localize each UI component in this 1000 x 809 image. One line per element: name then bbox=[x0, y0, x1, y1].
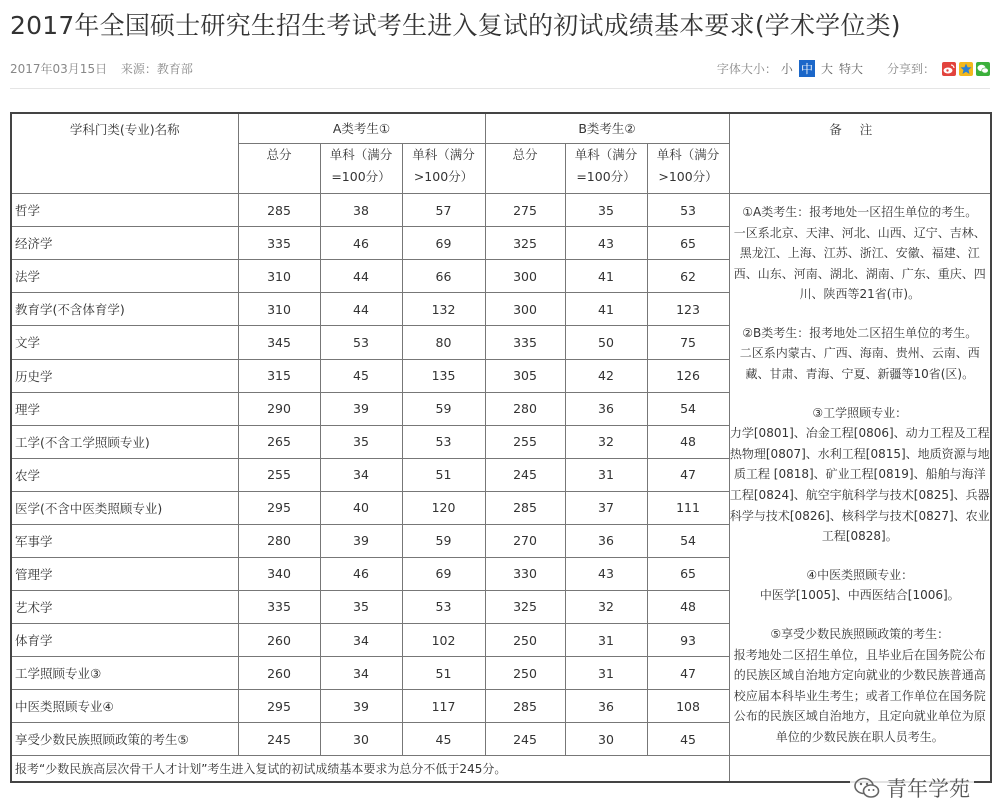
subject-name-cell: 理学 bbox=[11, 392, 238, 425]
subject-name-cell: 工学照顾专业③ bbox=[11, 657, 238, 690]
a-single100-cell: 45 bbox=[320, 359, 402, 392]
b-total-cell: 285 bbox=[485, 491, 565, 524]
note-heading: ④中医类照顾专业： bbox=[806, 567, 914, 582]
a-total-cell: 345 bbox=[238, 326, 320, 359]
subject-name-cell: 经济学 bbox=[11, 227, 238, 260]
subject-name-cell: 法学 bbox=[11, 260, 238, 293]
article-source: 来源：教育部 bbox=[120, 62, 193, 76]
a-single-gt100-cell: 135 bbox=[402, 359, 485, 392]
a-single-gt100-cell: 51 bbox=[402, 458, 485, 491]
font-size-xlarge-button[interactable]: 特大 bbox=[838, 62, 863, 76]
b-total-cell: 325 bbox=[485, 590, 565, 623]
a-single-gt100-cell: 59 bbox=[402, 524, 485, 557]
a-total-cell: 285 bbox=[238, 194, 320, 227]
a-single100-cell: 40 bbox=[320, 491, 402, 524]
b-single-gt100-cell: 93 bbox=[647, 624, 729, 657]
a-single100-cell: 44 bbox=[320, 293, 402, 326]
b-single100-cell: 36 bbox=[565, 524, 647, 557]
subject-name-cell: 教育学(不含体育学) bbox=[11, 293, 238, 326]
toolbar bbox=[717, 60, 990, 77]
b-total-cell: 270 bbox=[485, 524, 565, 557]
b-total-cell: 300 bbox=[485, 260, 565, 293]
weibo-icon[interactable] bbox=[942, 62, 956, 76]
a-single-gt100-cell: 120 bbox=[402, 491, 485, 524]
b-single100-cell: 36 bbox=[565, 392, 647, 425]
a-single100-cell: 53 bbox=[320, 326, 402, 359]
footer-row bbox=[11, 756, 991, 782]
subject-name-cell: 军事学 bbox=[11, 524, 238, 557]
a-total-cell: 255 bbox=[238, 458, 320, 491]
a-single100-cell: 46 bbox=[320, 227, 402, 260]
b-single-gt100-cell: 126 bbox=[647, 359, 729, 392]
a-total-cell: 245 bbox=[238, 723, 320, 756]
a-single100-cell: 44 bbox=[320, 260, 402, 293]
note-heading: ②B类考生：报考地处二区招生单位的考生。 bbox=[742, 325, 978, 340]
note-body: 力学[0801]、冶金工程[0806]、动力工程及工程热物理[0807]、水利工程[0815]、地质资源与地质工程 [0818]、矿业工程[0819]、船舶与海洋工程[0824]、航空宇航科学与技术[0825]、兵器科学与技术[0826]、核科学与技术[0827]、农业工程[0828]。 bbox=[729, 426, 990, 544]
a-single-gt100-header: 单科（满分>100分） bbox=[402, 143, 485, 193]
b-single-gt100-cell: 45 bbox=[647, 723, 729, 756]
b-total-cell: 275 bbox=[485, 194, 565, 227]
a-single-gt100-cell: 69 bbox=[402, 557, 485, 590]
subject-name-cell: 哲学 bbox=[11, 194, 238, 227]
notes-header: 备注 bbox=[729, 113, 991, 194]
subject-name-cell: 工学(不含工学照顾专业) bbox=[11, 425, 238, 458]
b-single100-cell: 35 bbox=[565, 194, 647, 227]
b-single100-cell: 36 bbox=[565, 690, 647, 723]
watermark bbox=[850, 773, 974, 803]
b-single100-cell: 43 bbox=[565, 227, 647, 260]
subject-name-cell: 中医类照顾专业④ bbox=[11, 690, 238, 723]
a-single-gt100-cell: 57 bbox=[402, 194, 485, 227]
b-total-cell: 255 bbox=[485, 425, 565, 458]
a-single-gt100-cell: 66 bbox=[402, 260, 485, 293]
b-single-gt100-cell: 48 bbox=[647, 425, 729, 458]
a-single100-cell: 34 bbox=[320, 458, 402, 491]
b-total-cell: 245 bbox=[485, 723, 565, 756]
b-single100-cell: 43 bbox=[565, 557, 647, 590]
b-total-cell: 280 bbox=[485, 392, 565, 425]
b-single-gt100-cell: 47 bbox=[647, 657, 729, 690]
a-total-cell: 280 bbox=[238, 524, 320, 557]
a-total-cell: 340 bbox=[238, 557, 320, 590]
a-single-gt100-cell: 69 bbox=[402, 227, 485, 260]
a-total-cell: 295 bbox=[238, 491, 320, 524]
a-single-gt100-cell: 102 bbox=[402, 624, 485, 657]
b-total-cell: 285 bbox=[485, 690, 565, 723]
class-b-header: B类考生② bbox=[485, 113, 729, 143]
b-total-cell: 250 bbox=[485, 624, 565, 657]
watermark-text: 青年学苑 bbox=[886, 777, 970, 801]
a-single-gt100-cell: 53 bbox=[402, 425, 485, 458]
font-size-medium-button[interactable]: 中 bbox=[800, 62, 813, 76]
subject-name-cell: 享受少数民族照顾政策的考生⑤ bbox=[11, 723, 238, 756]
qzone-icon[interactable] bbox=[959, 62, 973, 76]
a-total-header: 总分 bbox=[238, 143, 320, 193]
a-single-gt100-cell: 59 bbox=[402, 392, 485, 425]
font-size-large-button[interactable]: 大 bbox=[820, 62, 833, 76]
b-single-gt100-cell: 53 bbox=[647, 194, 729, 227]
b-total-cell: 305 bbox=[485, 359, 565, 392]
b-total-cell: 245 bbox=[485, 458, 565, 491]
subject-name-cell: 管理学 bbox=[11, 557, 238, 590]
divider bbox=[10, 88, 990, 89]
note-heading: ①A类考生：报考地处一区招生单位的考生。 bbox=[742, 204, 978, 219]
note-heading: ⑤享受少数民族照顾政策的考生： bbox=[770, 627, 950, 641]
a-single100-cell: 30 bbox=[320, 723, 402, 756]
b-total-cell: 335 bbox=[485, 326, 565, 359]
b-single100-cell: 41 bbox=[565, 293, 647, 326]
b-single100-cell: 31 bbox=[565, 458, 647, 491]
a-single100-cell: 35 bbox=[320, 590, 402, 623]
wechat-icon[interactable] bbox=[976, 62, 990, 76]
subject-name-cell: 医学(不含中医类照顾专业) bbox=[11, 491, 238, 524]
note-body: 二区系内蒙古、广西、海南、贵州、云南、西藏、甘肃、青海、宁夏、新疆等10省(区)。 bbox=[739, 346, 980, 382]
b-single100-cell: 30 bbox=[565, 723, 647, 756]
b-single-gt100-cell: 54 bbox=[647, 392, 729, 425]
b-single100-cell: 32 bbox=[565, 425, 647, 458]
b-single100-cell: 32 bbox=[565, 590, 647, 623]
a-total-cell: 335 bbox=[238, 590, 320, 623]
b-total-cell: 300 bbox=[485, 293, 565, 326]
a-total-cell: 335 bbox=[238, 227, 320, 260]
subject-name-cell: 农学 bbox=[11, 458, 238, 491]
a-single-gt100-cell: 132 bbox=[402, 293, 485, 326]
article-meta bbox=[10, 58, 990, 78]
note-heading: ③工学照顾专业： bbox=[812, 405, 908, 420]
wechat-icon bbox=[854, 777, 880, 799]
a-total-cell: 290 bbox=[238, 392, 320, 425]
b-single-gt100-cell: 62 bbox=[647, 260, 729, 293]
a-total-cell: 315 bbox=[238, 359, 320, 392]
footer-note: 报考“少数民族高层次骨干人才计划”考生进入复试的初试成绩基本要求为总分不低于245分。 bbox=[11, 756, 729, 782]
notes-cell bbox=[729, 194, 991, 756]
subject-name-cell: 历史学 bbox=[11, 359, 238, 392]
a-single100-cell: 35 bbox=[320, 425, 402, 458]
b-single-gt100-cell: 65 bbox=[647, 557, 729, 590]
note-body: 中医学[1005]、中西医结合[1006]。 bbox=[759, 588, 960, 603]
subject-name-cell: 文学 bbox=[11, 326, 238, 359]
b-total-header: 总分 bbox=[485, 143, 565, 193]
a-total-cell: 310 bbox=[238, 260, 320, 293]
b-single-gt100-cell: 47 bbox=[647, 458, 729, 491]
b-single-gt100-cell: 48 bbox=[647, 590, 729, 623]
a-single-gt100-cell: 45 bbox=[402, 723, 485, 756]
a-total-cell: 260 bbox=[238, 624, 320, 657]
b-single100-cell: 41 bbox=[565, 260, 647, 293]
b-single-gt100-cell: 123 bbox=[647, 293, 729, 326]
a-total-cell: 265 bbox=[238, 425, 320, 458]
b-single100-cell: 31 bbox=[565, 624, 647, 657]
a-single100-cell: 34 bbox=[320, 657, 402, 690]
b-single100-cell: 50 bbox=[565, 326, 647, 359]
b-single-gt100-cell: 65 bbox=[647, 227, 729, 260]
b-single100-cell: 37 bbox=[565, 491, 647, 524]
a-single-gt100-cell: 80 bbox=[402, 326, 485, 359]
a-total-cell: 295 bbox=[238, 690, 320, 723]
font-size-label: 字体大小： bbox=[716, 62, 777, 76]
a-single100-cell: 39 bbox=[320, 392, 402, 425]
a-single-gt100-cell: 51 bbox=[402, 657, 485, 690]
a-single-gt100-cell: 117 bbox=[402, 690, 485, 723]
a-single100-cell: 34 bbox=[320, 624, 402, 657]
note-body: 一区系北京、天津、河北、山西、辽宁、吉林、黑龙江、上海、江苏、浙江、安徽、福建、江西、山东、河南、湖北、湖南、广东、重庆、四川、陕西等21省(市)。 bbox=[733, 225, 986, 302]
page-title: 2017年全国硕士研究生招生考试考生进入复试的初试成绩基本要求(学术学位类) bbox=[10, 11, 901, 40]
subject-column-header: 学科门类(专业)名称 bbox=[11, 113, 238, 194]
note-body: 报考地处二区招生单位，且毕业后在国务院公布的民族区域自治地方定向就业的少数民族普通高校应届本科毕业生考生；或者工作单位在国务院公布的民族区域自治地方，且定向就业单位为原单位的少数民族在职人员考生。 bbox=[733, 647, 986, 744]
b-single-gt100-cell: 54 bbox=[647, 524, 729, 557]
share-label: 分享到： bbox=[886, 62, 935, 76]
a-total-cell: 310 bbox=[238, 293, 320, 326]
b-single-gt100-cell: 75 bbox=[647, 326, 729, 359]
table-row bbox=[11, 194, 991, 227]
b-total-cell: 325 bbox=[485, 227, 565, 260]
b-total-cell: 250 bbox=[485, 657, 565, 690]
b-single-gt100-header: 单科（满分>100分） bbox=[647, 143, 729, 193]
a-single-gt100-cell: 53 bbox=[402, 590, 485, 623]
a-single100-cell: 39 bbox=[320, 524, 402, 557]
b-total-cell: 330 bbox=[485, 557, 565, 590]
a-single100-cell: 46 bbox=[320, 557, 402, 590]
publish-date: 2017年03月15日 bbox=[10, 62, 108, 76]
b-single100-cell: 31 bbox=[565, 657, 647, 690]
score-table bbox=[10, 112, 992, 783]
a-single100-header: 单科（满分=100分） bbox=[320, 143, 402, 193]
subject-name-cell: 体育学 bbox=[11, 624, 238, 657]
a-total-cell: 260 bbox=[238, 657, 320, 690]
b-single100-cell: 42 bbox=[565, 359, 647, 392]
a-single100-cell: 38 bbox=[320, 194, 402, 227]
font-size-small-button[interactable]: 小 bbox=[780, 62, 793, 76]
subject-name-cell: 艺术学 bbox=[11, 590, 238, 623]
b-single-gt100-cell: 111 bbox=[647, 491, 729, 524]
b-single-gt100-cell: 108 bbox=[647, 690, 729, 723]
a-single100-cell: 39 bbox=[320, 690, 402, 723]
b-single100-header: 单科（满分=100分） bbox=[565, 143, 647, 193]
class-a-header: A类考生① bbox=[238, 113, 485, 143]
